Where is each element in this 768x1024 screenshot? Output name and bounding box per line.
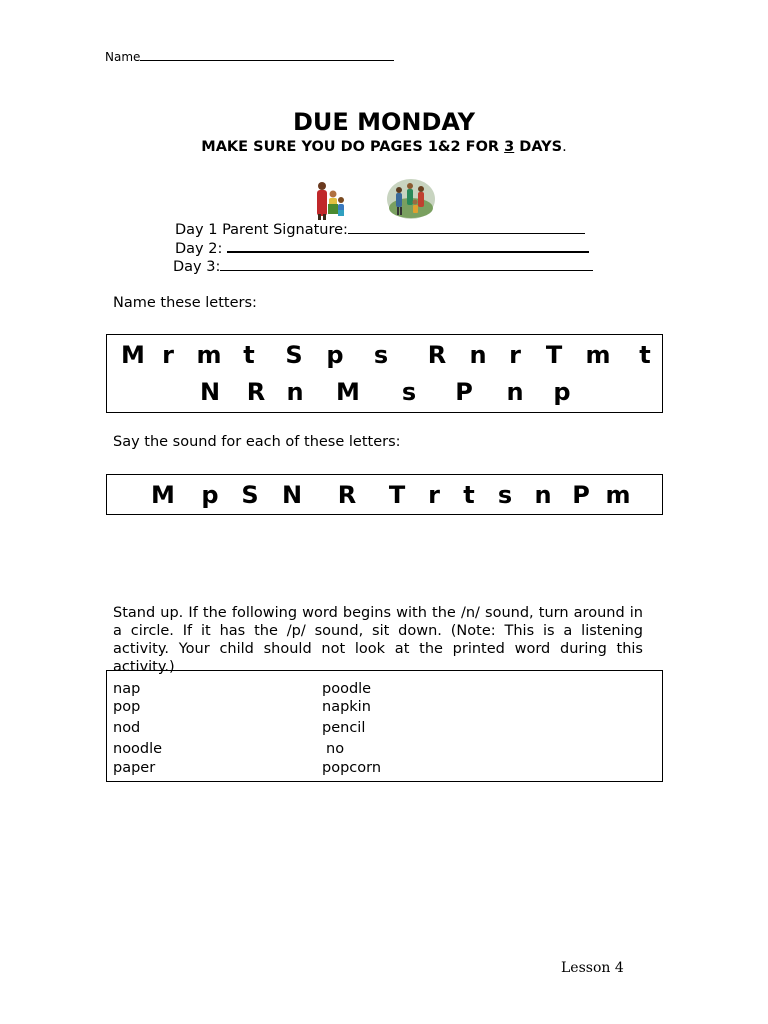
letter: m [605,481,631,509]
subtitle-before: MAKE SURE YOU DO PAGES 1&2 FOR [201,139,505,155]
letter: t [463,481,475,509]
letter: R [337,481,357,509]
listening-words-box [106,670,663,782]
letter: N [281,481,303,509]
word-item: paper [113,760,156,776]
letter: n [469,341,487,369]
signature-day1-line [348,219,585,234]
word-item: napkin [322,699,371,715]
letter: t [639,341,651,369]
letter: m [585,341,611,369]
letter: n [534,481,552,509]
letter: T [388,481,406,509]
letter: M [121,341,145,369]
signature-day2 [175,237,589,257]
subtitle-period: . [562,139,567,155]
lesson-footer: Lesson 4 [561,960,624,976]
letter: n [286,378,304,406]
letter: M [151,481,175,509]
word-item: noodle [113,741,163,757]
subtitle-number: 3 [504,139,515,155]
letter: P [455,378,473,406]
word-item: popcorn [322,760,382,776]
letter: t [243,341,255,369]
word-item: pop [113,699,141,715]
letter: r [162,341,174,369]
letter: r [428,481,440,509]
word-item: nap [113,681,141,697]
letter-sounds-prompt: Say the sound for each of these letters: [113,434,401,450]
letter: s [373,341,389,369]
listening-instructions: Stand up. If the following word begins with the /n/ sound, turn around in a circle. If it has the /p/ sound, sit down. (Note: This is a listening activity. Your child should not look at the printed word during this activity.) [113,605,643,675]
name-underline [140,48,394,61]
signature-day3-line [220,256,593,271]
word-item: pencil [322,720,366,736]
name-letters-box [106,334,663,413]
signature-day1-label: Day 1 Parent Signature: [175,222,348,238]
group-scene-clipart-icon [386,178,436,220]
letter: R [246,378,266,406]
name-letters-prompt: Name these letters: [113,295,257,311]
letter: S [241,481,259,509]
word-item: poodle [322,681,372,697]
letter: m [196,341,222,369]
name-letters-row-2 [107,378,662,408]
signature-day3-label: Day 3: [173,259,221,275]
letter: p [326,341,344,369]
letter: P [572,481,590,509]
letter: M [336,378,360,406]
letter: r [509,341,521,369]
name-letters-row-1 [107,341,662,371]
name-field [105,48,394,64]
letter: p [553,378,571,406]
signature-day3 [173,256,593,275]
letter: p [201,481,219,509]
letter-sounds-box [106,474,663,515]
page-subtitle [0,139,768,155]
letter: N [199,378,221,406]
letter: n [506,378,524,406]
signature-day1 [175,219,585,238]
word-item: nod [113,720,141,736]
letter: R [427,341,447,369]
letter: S [285,341,303,369]
letter: T [545,341,563,369]
signature-day2-line [227,237,589,253]
name-label: Name [105,50,141,64]
subtitle-after: DAYS [514,139,563,155]
signature-day2-label: Day 2: [175,241,223,257]
letter: s [497,481,513,509]
page-title: DUE MONDAY [292,108,476,136]
word-item: no [326,741,345,757]
letter: s [401,378,417,406]
family-clipart-icon [310,180,350,220]
letter-sounds-row [107,481,662,511]
